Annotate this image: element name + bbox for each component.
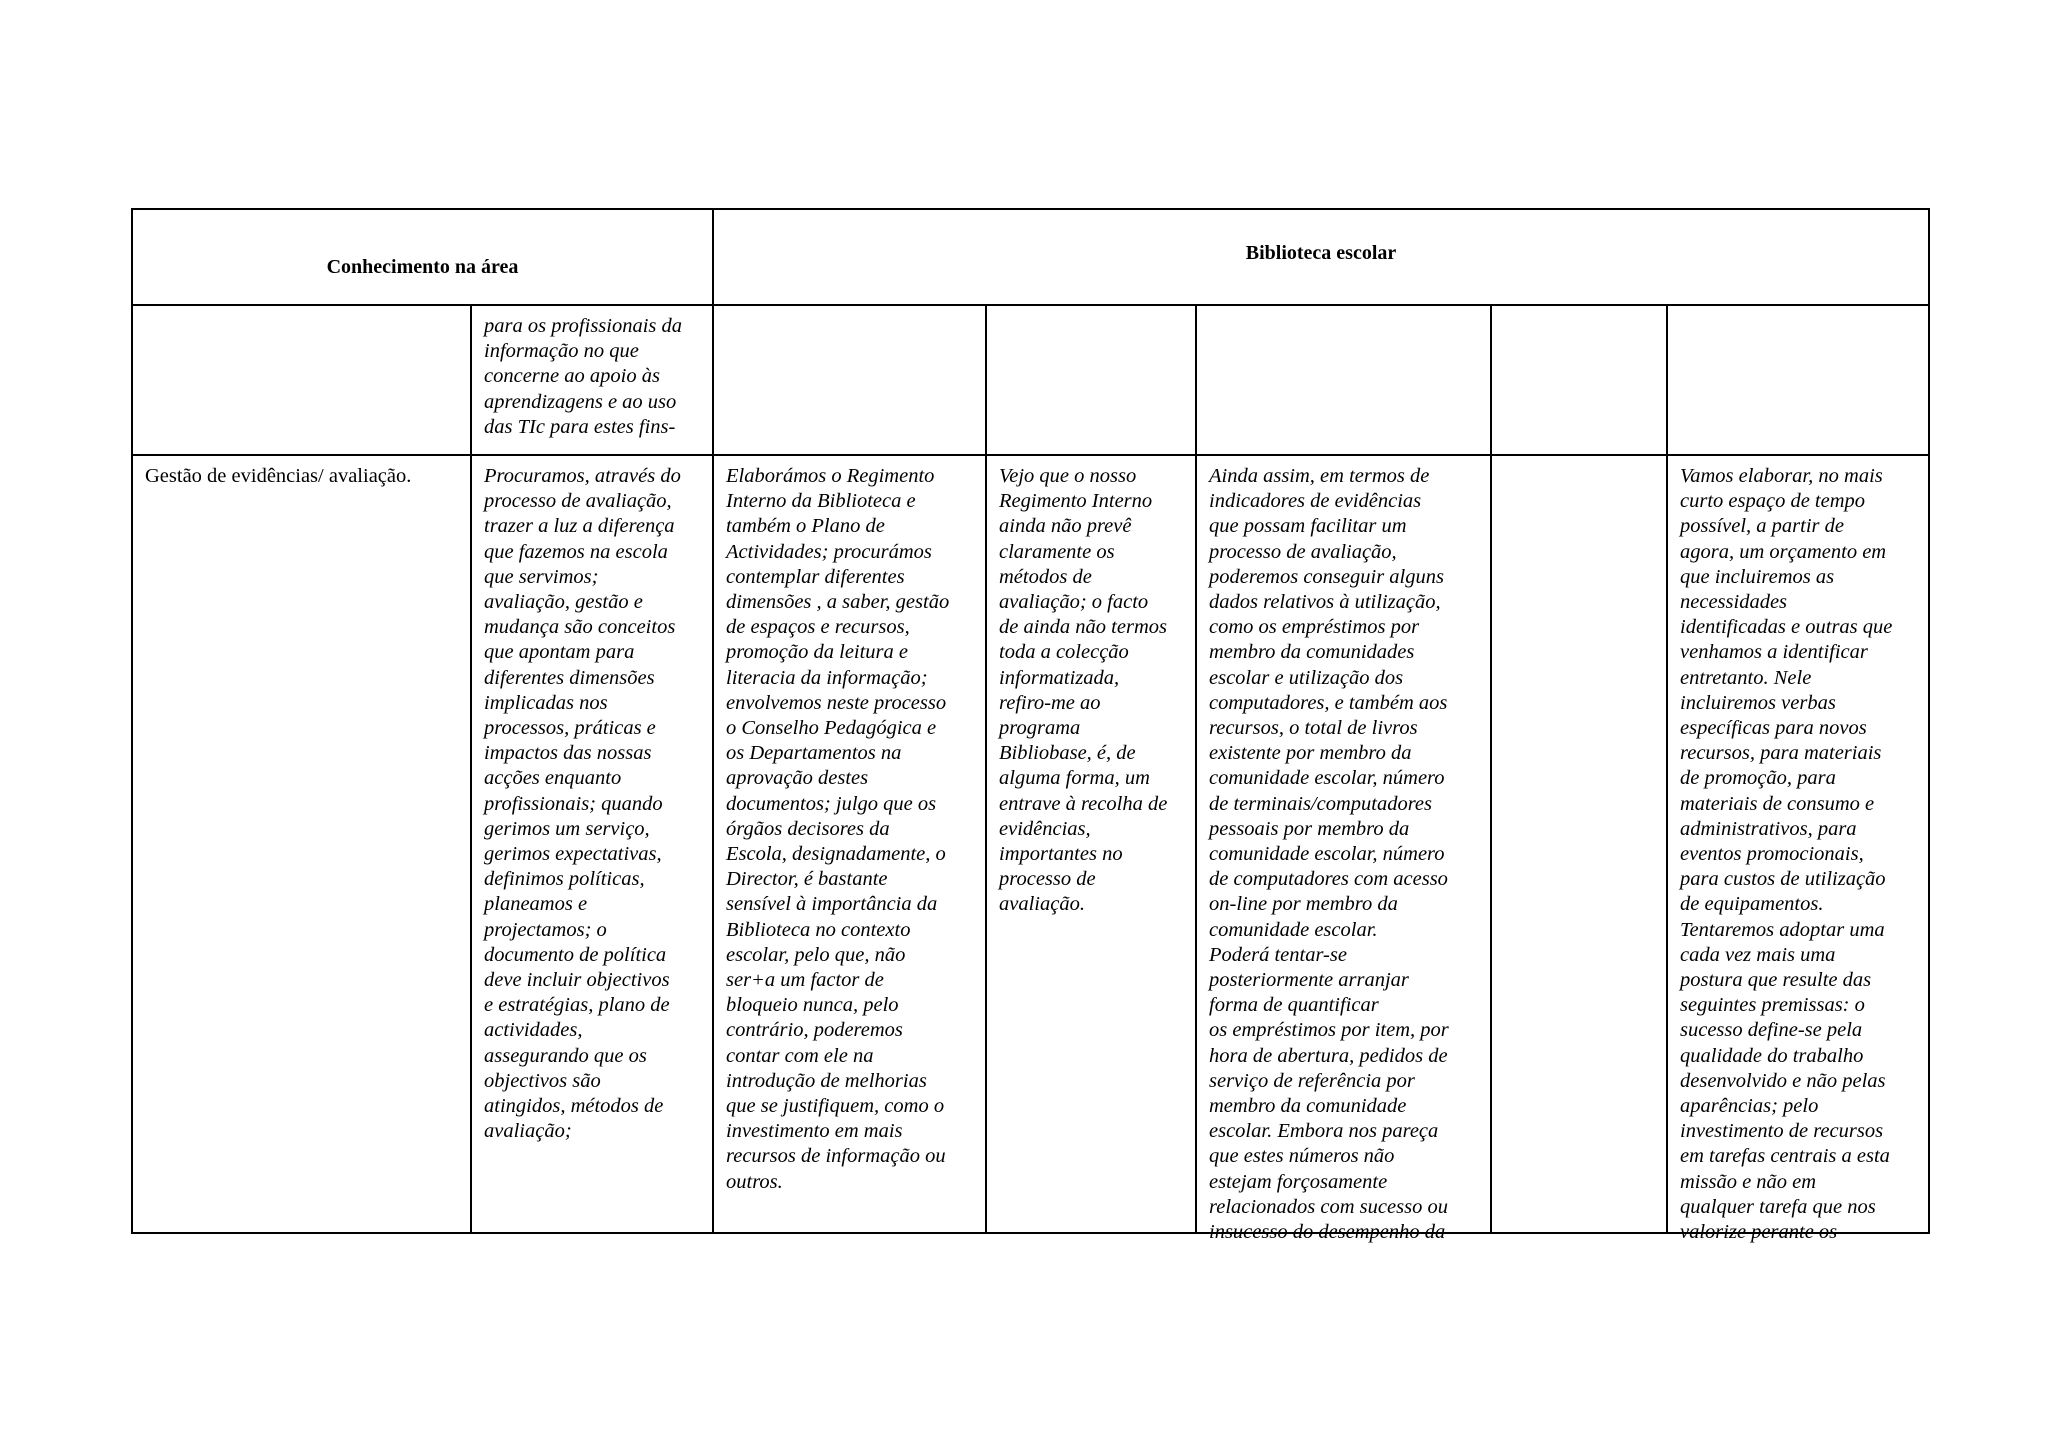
table-row (132, 305, 1929, 455)
table-cell (986, 455, 1196, 1233)
table-cell (986, 305, 1196, 455)
header-knowledge-area: Conhecimento na área (132, 209, 713, 305)
table-cell (1196, 455, 1491, 1244)
cell-text: Vamos elaborar, no mais curto espaço de tempo possível, a partir de agora, um orçamento em que incluiremos as necessidades identificadas e outras que venhamos a identificar entretanto. Nele incluiremos verbas específicas para novos recursos, para materiais de promoção, para materiais de consumo e administrativos, para eventos promocionais, para custos de utilização de equipamentos. Tentaremos adoptar uma cada vez mais uma postura que resulte das seguintes premissas: o sucesso define-se pela qualidade do trabalho desenvolvido e não pelas aparências; pelo investimento de recursos em tarefas centrais a esta missão e não em qualquer tarefa que nos valorize perante os (1680, 465, 1893, 1244)
cell-text: Vejo que o nosso Regimento Interno ainda não prevê claramente os métodos de avaliação; o facto de ainda não termos toda a colecção informatizada, refiro-me ao programa Bibliobase, é, de alguma forma, um entrave à recolha de evidências, importantes no processo de avaliação. (999, 465, 1168, 916)
table-row (132, 455, 1929, 1233)
table-cell (471, 305, 713, 455)
evaluation-table (131, 208, 1930, 1244)
table-cell (713, 305, 986, 455)
header-row (132, 209, 1929, 305)
table-cell (1667, 455, 1929, 1244)
table-cell (1196, 305, 1491, 455)
table-cell (1667, 305, 1929, 455)
header-school-library: Biblioteca escolar (713, 209, 1929, 305)
table-cell (132, 305, 471, 455)
table-cell (132, 455, 471, 1233)
table-cell (713, 455, 986, 1233)
row-label: Gestão de evidências/ avaliação. (145, 465, 412, 487)
cell-text: Procuramos, através do processo de avaliação, trazer a luz a diferença que fazemos na escola que servimos; avaliação, gestão e mudança são conceitos que apontam para diferentes dimensões implicadas nos processos, práticas e impactos das nossas acções enquanto profissionais; quando gerimos um serviço, gerimos expectativas, definimos políticas, planeamos e projectamos; o documento de política deve incluir objectivos e estratégias, plano de actividades, assegurando que os objectivos são atingidos, métodos de avaliação; (484, 465, 681, 1143)
table-cell (471, 455, 713, 1233)
table-cell (1491, 455, 1667, 1233)
cell-text: para os profissionais da informação no que concerne ao apoio às aprendizagens e ao uso das TIc para estes fins- (484, 315, 683, 438)
cell-text: Ainda assim, em termos de indicadores de evidências que possam facilitar um processo de avaliação, poderemos conseguir alguns dados relativos à utilização, como os empréstimos por membro da comunidades escolar e utilização dos computadores, e também aos recursos, o total de livros existente por membro da comunidade escolar, número de terminais/computadores pessoais por membro da comunidade escolar, número de computadores com acesso on-line por membro da comunidade escolar. Poderá tentar-se posteriormente arranjar forma de quantificar os empréstimos por item, por hora de abertura, pedidos de serviço de referência por membro da comunidade escolar. Embora nos pareça que estes números não estejam forçosamente relacionados com sucesso ou insucesso do desempenho da (1209, 465, 1449, 1244)
table-cell (1491, 305, 1667, 455)
cell-text: Elaborámos o Regimento Interno da Biblioteca e também o Plano de Actividades; procurámos contemplar diferentes dimensões , a saber, gestão de espaços e recursos, promoção da leitura e literacia da informação; envolvemos neste processo o Conselho Pedagógica e os Departamentos na aprovação destes documentos; julgo que os órgãos decisores da Escola, designadamente, o Director, é bastante sensível à importância da Biblioteca no contexto escolar, pelo que, não ser+a um factor de bloqueio nunca, pelo contrário, poderemos contar com ele na introdução de melhorias que se justifiquem, como o investimento em mais recursos de informação ou outros. (726, 465, 950, 1193)
